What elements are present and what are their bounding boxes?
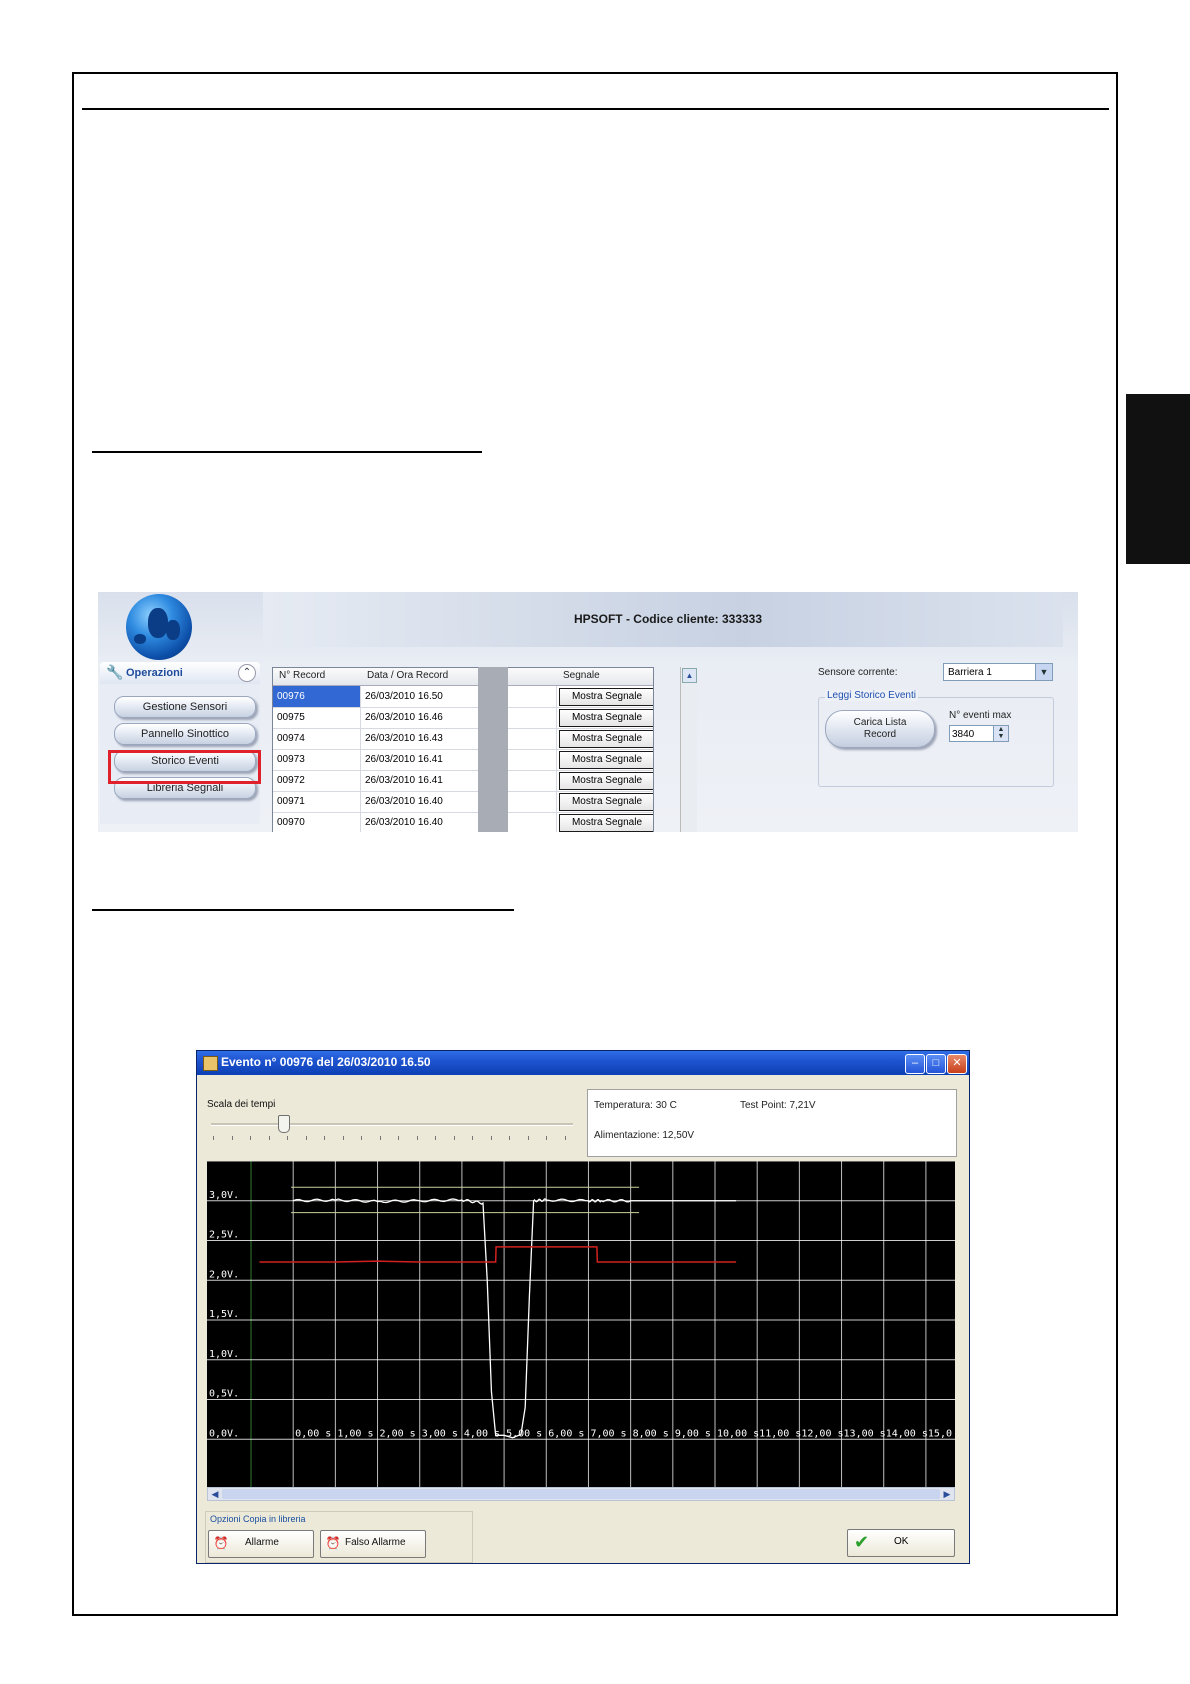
slider-tick [546, 1136, 547, 1140]
temperature-readout: Temperatura: 30 C [594, 1100, 677, 1111]
scrollbar-thumb[interactable] [222, 1489, 940, 1499]
y-tick-label: 1,0V. [209, 1348, 240, 1360]
y-tick-label: 1,5V. [209, 1309, 240, 1321]
x-tick-label: 7,00 s [590, 1428, 627, 1440]
chevron-down-icon[interactable]: ▼ [1035, 664, 1052, 680]
section-heading-rule-1 [92, 451, 482, 453]
record-id: 00973 [273, 749, 361, 770]
record-datetime: 26/03/2010 16.50 [361, 686, 557, 707]
x-tick-label: 14,00 s [885, 1428, 928, 1440]
current-sensor-label: Sensore corrente: [818, 667, 898, 678]
x-tick-label: 13,00 s [843, 1428, 886, 1440]
table-row[interactable] [273, 728, 653, 750]
load-record-list-button[interactable] [825, 710, 935, 748]
sidebar-item-storico-eventi[interactable]: Storico Eventi [114, 750, 256, 772]
slider-tick [454, 1136, 455, 1140]
show-signal-button[interactable]: Mostra Segnale [559, 709, 654, 727]
event-window-screenshot [196, 1050, 970, 1564]
signal-series-line [293, 1199, 736, 1438]
y-tick-label: 3,0V. [209, 1189, 240, 1201]
window-app-icon [203, 1056, 218, 1071]
alarm-button-label: Allarme [245, 1537, 279, 1548]
max-events-label: N° eventi max [949, 710, 1012, 721]
hpsoft-main-screenshot [98, 592, 1078, 832]
current-sensor-value: Barriera 1 [948, 667, 992, 678]
x-tick-label: 4,00 s [463, 1428, 501, 1440]
read-history-group-title: Leggi Storico Eventi [827, 690, 916, 701]
false-alarm-icon: ⏰ [325, 1536, 341, 1550]
sidebar-item-libreria-segnali[interactable]: Libreria Segnali [114, 777, 256, 799]
alarm-clock-icon: ⏰ [213, 1536, 229, 1550]
show-signal-button[interactable]: Mostra Segnale [559, 751, 654, 769]
wrench-icon: 🔧 [106, 664, 124, 680]
close-icon[interactable]: ✕ [947, 1054, 967, 1074]
records-table-empty-area [478, 667, 508, 832]
show-signal-button[interactable]: Mostra Segnale [559, 814, 654, 832]
x-tick-label: 2,00 s [379, 1428, 416, 1440]
slider-tick [361, 1136, 362, 1140]
storico-eventi-highlight-box [108, 750, 261, 784]
header-rule [82, 108, 1109, 110]
x-tick-label: 5,00 s [506, 1428, 543, 1440]
slider-tick [509, 1136, 510, 1140]
slider-tick [380, 1136, 381, 1140]
globe-logo-icon [126, 594, 192, 660]
scroll-right-icon[interactable]: ▶ [943, 1489, 951, 1499]
load-button-line2: Record [863, 729, 897, 740]
table-row[interactable] [273, 791, 653, 813]
x-tick-label: 12,00 s [801, 1428, 844, 1440]
column-header-record: N° Record [279, 670, 326, 681]
operations-header [100, 662, 260, 684]
record-id: 00970 [273, 812, 361, 832]
slider-tick [213, 1136, 214, 1140]
record-id: 00971 [273, 791, 361, 812]
slider-tick [287, 1136, 288, 1140]
checkmark-icon: ✔ [854, 1532, 870, 1552]
supply-readout: Alimentazione: 12,50V [594, 1130, 695, 1141]
slider-tick [398, 1136, 399, 1140]
table-row[interactable] [273, 812, 653, 832]
false-alarm-button[interactable] [320, 1530, 426, 1558]
record-datetime: 26/03/2010 16.41 [361, 770, 557, 791]
x-tick-label: 10,00 s [717, 1428, 760, 1440]
record-id: 00976 [273, 686, 361, 707]
sidebar-item-pannello-sinottico[interactable]: Pannello Sinottico [114, 723, 256, 745]
slider-tick [565, 1136, 566, 1140]
sensor-panel [818, 667, 1078, 827]
record-id: 00974 [273, 728, 361, 749]
show-signal-button[interactable]: Mostra Segnale [559, 772, 654, 790]
record-datetime: 26/03/2010 16.46 [361, 707, 557, 728]
copy-options-group [205, 1511, 473, 1563]
x-tick-label: 8,00 s [632, 1428, 669, 1440]
table-row[interactable] [273, 686, 653, 708]
record-datetime: 26/03/2010 16.40 [361, 791, 557, 812]
records-table-header [273, 668, 653, 686]
max-events-value: 3840 [952, 729, 975, 740]
event-window-title: Evento n° 00976 del 26/03/2010 16.50 [221, 1055, 431, 1069]
time-scale-slider-thumb[interactable] [278, 1115, 290, 1133]
table-row[interactable] [273, 749, 653, 771]
signal-chart-svg [207, 1161, 955, 1487]
x-tick-label: 1,00 s [337, 1428, 374, 1440]
slider-tick [528, 1136, 529, 1140]
record-datetime: 26/03/2010 16.40 [361, 812, 557, 832]
record-id: 00972 [273, 770, 361, 791]
test-point-readout: Test Point: 7,21V [740, 1100, 816, 1111]
read-history-group [818, 690, 1054, 787]
y-tick-label: 0,5V. [209, 1388, 240, 1400]
column-header-datetime: Data / Ora Record [367, 670, 449, 681]
show-signal-button[interactable]: Mostra Segnale [559, 793, 654, 811]
slider-tick [435, 1136, 436, 1140]
x-tick-label: 0,00 s [295, 1428, 332, 1440]
slider-tick [472, 1136, 473, 1140]
show-signal-button[interactable]: Mostra Segnale [559, 688, 654, 706]
slider-tick [232, 1136, 233, 1140]
reference-series-line [259, 1247, 736, 1262]
y-tick-label: 0,0V. [209, 1428, 240, 1440]
operations-title: Operazioni [126, 667, 183, 679]
column-header-signal: Segnale [563, 670, 600, 681]
ok-button[interactable] [847, 1529, 955, 1557]
time-scale-label: Scala dei tempi [207, 1099, 276, 1110]
x-tick-label: 15,0 [927, 1428, 953, 1440]
table-row[interactable] [273, 770, 653, 792]
copy-options-title: Opzioni Copia in libreria [210, 1514, 306, 1524]
y-tick-label: 2,5V. [209, 1229, 240, 1241]
slider-tick [324, 1136, 325, 1140]
alarm-button[interactable] [208, 1530, 314, 1558]
x-tick-label: 3,00 s [421, 1428, 458, 1440]
x-tick-label: 11,00 s [759, 1428, 802, 1440]
max-events-stepper[interactable] [949, 725, 1009, 742]
record-datetime: 26/03/2010 16.43 [361, 728, 557, 749]
false-alarm-button-label: Falso Allarme [345, 1537, 406, 1548]
chart-horizontal-scrollbar[interactable] [207, 1487, 955, 1501]
event-window-titlebar[interactable] [197, 1051, 970, 1075]
minimize-icon[interactable]: – [905, 1054, 925, 1074]
slider-tick [306, 1136, 307, 1140]
slider-tick [250, 1136, 251, 1140]
time-scale-ticks [213, 1136, 573, 1142]
scroll-up-icon[interactable]: ▲ [682, 668, 697, 683]
sidebar-item-gestione-sensori[interactable]: Gestione Sensori [114, 696, 256, 718]
current-sensor-select[interactable] [943, 663, 1053, 681]
scroll-left-icon[interactable]: ◀ [211, 1489, 219, 1499]
section-heading-rule-2 [92, 909, 514, 911]
x-tick-label: 6,00 s [548, 1428, 585, 1440]
slider-tick [491, 1136, 492, 1140]
collapse-chevron-icon[interactable]: ⌃ [238, 664, 256, 682]
records-scrollbar[interactable] [680, 667, 697, 832]
show-signal-button[interactable]: Mostra Segnale [559, 730, 654, 748]
slider-tick [343, 1136, 344, 1140]
slider-tick [417, 1136, 418, 1140]
stepper-arrows-icon[interactable]: ▲ ▼ [993, 726, 1008, 741]
operations-panel [98, 662, 263, 827]
load-button-line1: Carica Lista [853, 717, 907, 728]
maximize-icon[interactable]: □ [926, 1054, 946, 1074]
signal-chart [207, 1161, 955, 1487]
chapter-tab [1126, 394, 1190, 564]
app-title: HPSOFT - Codice cliente: 333333 [573, 612, 763, 626]
slider-tick [269, 1136, 270, 1140]
records-table [272, 667, 654, 832]
y-tick-label: 2,0V. [209, 1269, 240, 1281]
sensor-info-box [587, 1089, 957, 1157]
x-tick-label: 9,00 s [674, 1428, 711, 1440]
ok-button-label: OK [894, 1536, 909, 1547]
table-row[interactable] [273, 707, 653, 729]
record-datetime: 26/03/2010 16.41 [361, 749, 557, 770]
time-scale-slider[interactable] [211, 1123, 573, 1126]
record-id: 00975 [273, 707, 361, 728]
